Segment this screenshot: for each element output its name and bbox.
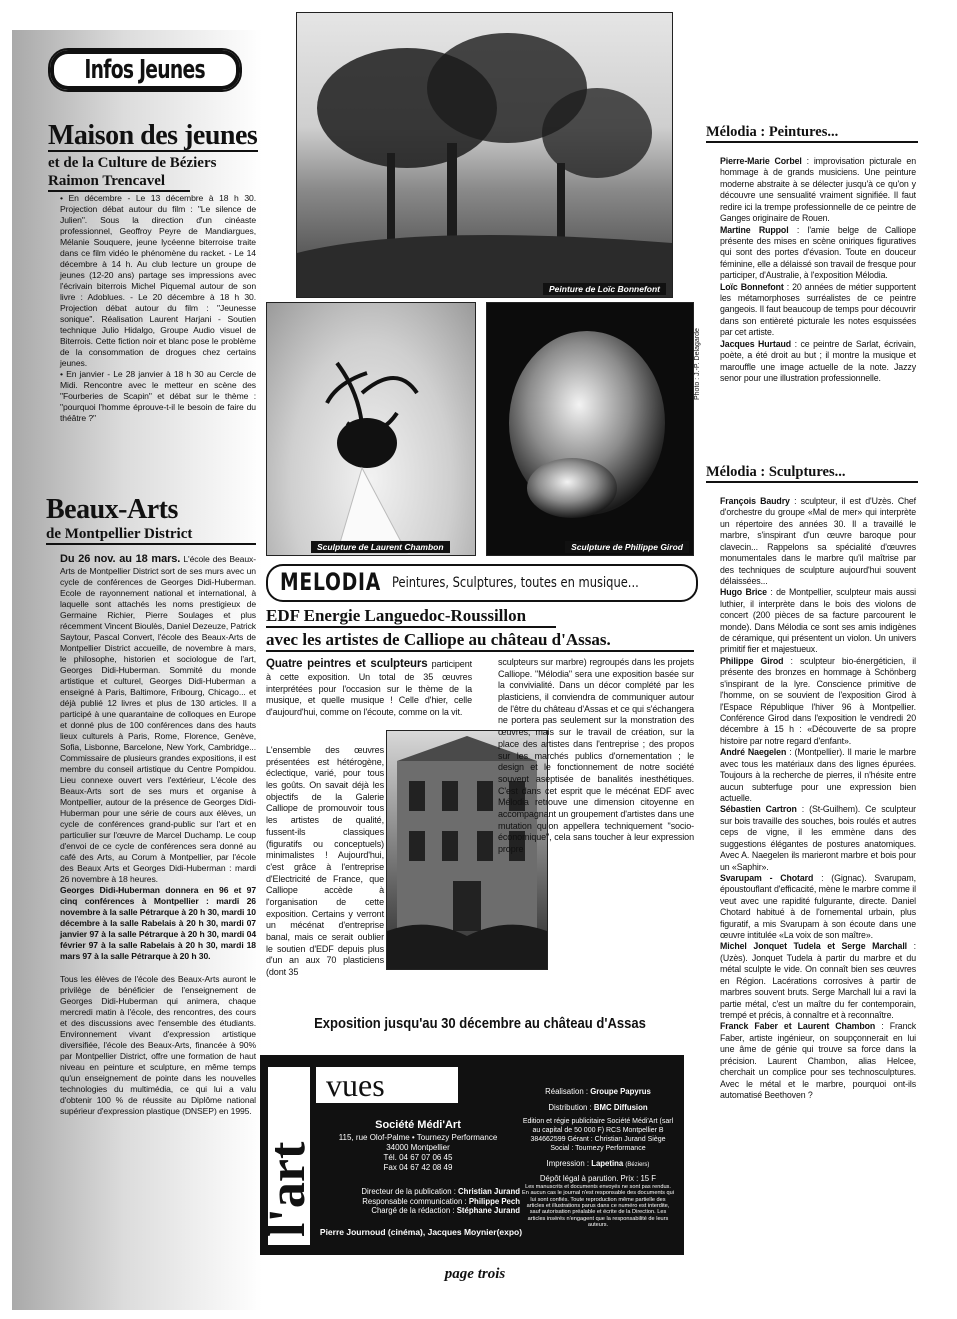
painting-drawing xyxy=(297,13,672,297)
sculpteur-text: : (Montpellier). Il marie le marbre avec tous les matériaux dans des lignes épurées. Toujours à la recherche de pierres, il n'hésite entre aucun subterfuge pour une expression bien actuelle. xyxy=(720,747,916,803)
artvues-director-label: Directeur de la publication : xyxy=(361,1187,456,1196)
artvues-distribution-label: Distribution : xyxy=(548,1102,592,1112)
beaux-subtitle: de Montpellier District xyxy=(46,526,256,545)
sculpteur-item xyxy=(720,1021,916,1101)
artvues-logo-art: l'art xyxy=(259,1141,316,1237)
beaux-article xyxy=(60,552,256,1117)
beaux-title: Beaux-Arts xyxy=(46,494,178,525)
sculpteur-text: : (Uzès). Jonquet Tudela à partir du marbre et du métal sculpte le vide. On connaît bien ses œuvres en Région. Lacérations corrosives à partir de marbres souvent bruts. Serge Marchall lui a ravi la partie métal, c'est un maître du fer contemporain, trempé et précis, à connaître et à reconnaître. xyxy=(720,941,916,1020)
sculpteur-name: Hugo Brice xyxy=(720,587,767,598)
melodia-col1-intro xyxy=(266,657,472,719)
artvues-distribution-name: BMC Diffusion xyxy=(593,1102,648,1112)
sculpteur-item xyxy=(720,873,916,942)
melodia-logo-wrap xyxy=(280,569,410,595)
sculpteur-name: André Naegelen xyxy=(720,747,787,758)
section-badge-label: Infos Jeunes xyxy=(84,55,206,85)
artvues-printer-label: Impression : xyxy=(546,1159,590,1169)
sculpteur-name: Sébastien Cartron xyxy=(720,804,797,815)
sculpteur-text: : (Gignac). Svarupam, époustouflant d'efficacité, mène le marbre comme il veut avec une rapidité fulgurante, directe. Daniel Chotard habitué à de l'ornemental urbain, plus figuratif, a mis Svarupam à son écoute dans une œuvre intitulée «La voix de son maître». xyxy=(720,872,916,941)
sculpture-chambon-image xyxy=(266,302,476,556)
artvues-realisation-name: Groupe Papyrus xyxy=(590,1087,651,1096)
melodia-col1-text: participent à cette exposition. Un total de 35 œuvres interprétées pour l'occasion sur le thème de la musique, et quelle musique ! Celle d'hier, celle d'aujourd'hui, comme on l'écoute, comme on la vit. xyxy=(266,659,473,717)
artvues-distribution xyxy=(522,1103,674,1113)
sculpteur-item xyxy=(720,656,916,747)
sculpteur-name: Franck Faber et Laurent Chambon xyxy=(720,1021,876,1032)
melodia-col2-text: sculpteurs sur marbre) regroupés dans les projets Calliope. "Mélodia" sera une exposition basée sur la convivialité. Dans un décor complété par les plasticiens, il conviendra de communiquer autour de l'être du château d'Assas et ce qui s'échangera ne portera pas seulement sur la monstration des œuvres, mais sur le travail de création, sur la place des artistes dans l'entreprise ; des propos sur les marchés publics d'ornementation ; le design et le fonctionnement de notre société souvent aseptisée de banalités inesthétiques. C'est dans cet esprit que le mécénat EDF avec Mélodia retrouve une dimension citoyenne en accompagnant un groupement d'artistes dans une mutation qu'on appellera techniquement "socio-économique", cela sans toucher à leur expression propre xyxy=(498,657,694,854)
peintre-text: : ce peintre de Sarlat, écrivain, poète, a été droit au but ; il montre la musique et marouffle une image actuelle de la note. Jazzy senor pour une illustration professionnelle. xyxy=(720,338,916,384)
artvues-communication-name: Philippe Pech xyxy=(468,1196,520,1206)
melodia-column-1b xyxy=(266,745,384,979)
beaux-closing: Tous les élèves de l'école des Beaux-Arts auront le privilège de bénéficier de l'enseignement de Georges Didi-Huberman qui animera, chaque mercredi matin à l'école, des rencontres, des cours et des discussions avec l'ensemble des étudiants. Environnement vivant d'expression artistique diversifiée, l'école des Beaux-Arts, financée à 90% par Montpellier District, offre une formation de haut niveau en peinture et sculpture, en même temps qu'un enseignement de pointe dans les nouvelles technologies du multimédia, ce qui lui a valu d'obtenir 100 % de réussite au Diplôme national supérieur d'expression plastique (DNSEP) en 1995. xyxy=(60,974,256,1117)
artvues-address-2: 34000 Montpellier xyxy=(386,1143,450,1152)
beaux-heading xyxy=(46,496,256,545)
artvues-masthead xyxy=(260,1055,684,1255)
peintre-name: Martine Ruppol xyxy=(720,224,789,235)
artvues-director-name: Christian Jurand xyxy=(458,1187,520,1196)
artvues-company-block xyxy=(320,1119,516,1173)
beaux-body-text: L'école des Beaux-Arts de Montpellier District sort de ses murs avec un cycle de conférences de Georges Didi-Huberman. Ecole de rayonnement national et international, à laquelle sont attachés les noms prestigieux de Germaine Richier, Pierre Soulages et plus récemment Vincent Bioulès, Daniel Dezeuze, Patrick Saytour, Pascal Convert, l'école des Beaux-Arts de Montpellier District accueille, de novembre à mars, le philosophe, historien et sociologue de l'art, Georges Didi-Huberman. Sommité du monde artistique et culturel, Georges Didi-Huberman a enseigné à Paris, Baltimore, Fribourg, Chicago... et déjà publié 12 livres et plus de 130 articles. Il a participé à une quarantaine de colloques en Europe et donné plus de 100 conférences dans des hauts lieux culturels à Paris, Rome, Florence, Genève, Sofia, Lisbonne, Barcelone, New York, Cambridge... Commissaire de plusieurs grandes expositions, il est membre du conseil artistique du Centre Pompidou. Lieu connexe ouvert vers l'extérieur, L'école des Beaux-Arts sort de ses murs et organise à Montpellier, autour de la présence de Georges Didi-Huberman pour une série de cours aux élèves, un cycle de conférences grand-public sur l'art et en particulier sur l'œuvre de Marcel Duchamp. Le coup d'envoi de ce cycle de conférences sera donné au café des Arts, au Corum à Montpellier, par l'école des Beaux Arts et Georges Didi-Huberman : mardi 26 novembre à 18 heures. xyxy=(60,554,257,885)
artvues-logo-art-box xyxy=(259,1067,316,1245)
artvues-redaction-name: Stéphane Jurand xyxy=(456,1206,520,1216)
sculpteur-item xyxy=(720,804,916,873)
sculpteur-text: : Franck Faber, artiste ingénieur, on soupçonnerait en lui une âme de génie qui trouve sa force dans la précision. Laurent Chambon, alias Helcee, cherchait un complice pour ses technosculptures. Avec le métal et le marbre, pourquoi ont-ils automatisé Beethoven ? xyxy=(720,1021,916,1100)
sculpture-girod-drawing xyxy=(487,303,693,555)
right-sculptures-heading xyxy=(706,464,918,483)
artvues-realisation xyxy=(522,1087,674,1097)
artvues-logo-vues: vues xyxy=(316,1067,458,1103)
melodia-logo: MELODIA xyxy=(280,568,382,596)
melodia-tagline: Peintures, Sculptures, toutes en musique... xyxy=(392,575,639,591)
sculpteur-text: : sculpteur, il est d'Uzès. Chef d'orchestre du groupe «Mal de mer» qui interprète un répertoire des années 30. Il a travaillé le marbre, s'inspirant d'un œuvre baroque pour clavecin... Rappelons sa spécialité d'œuvres monumentales dans le marbre qu'il maîtrise par des techniques de sculpture aujourd'hui souvent délaissées... xyxy=(720,496,916,586)
peintre-name: Loïc Bonnefont xyxy=(720,281,784,292)
photo-credit xyxy=(694,300,704,400)
sculpteur-text: : sculpteur bio-énergéticien, il présente des bronzes en hommage à Schönberg s'inspirant de la lyre. Conscience primitive de l'homme, on se souvient de l'exposition Girod à l'Espace République l'hiver 96 à Montpellier. Conférence Girod dans l'exposition le vendredi 20 décembre à 15 h : «Découverte de sa propre histoire par notre regard d'enfant». xyxy=(720,655,916,746)
peintre-text: : l'amie belge de Calliope présente des mises en scène oniriques figuratives qui sont des portes d'évasion. Toute en douceur féminine, elle a délaissé son travail de fresque pour participer, d'Australie, à l'exposition Mélodia. xyxy=(720,224,916,281)
sculpture-girod-caption: Sculpture de Philippe Girod xyxy=(565,541,689,553)
artvues-staff xyxy=(320,1187,520,1216)
sculptures-title: Mélodia : Sculptures... xyxy=(706,464,918,483)
artvues-company: Société Médi'Art xyxy=(375,1119,461,1131)
section-badge xyxy=(48,48,242,92)
artvues-tel: Tél. 04 67 07 06 45 xyxy=(383,1153,453,1162)
beaux-lead: Du 26 nov. au 18 mars. xyxy=(60,553,181,565)
artvues-depot: Dépôt légal à parution. Prix : 15 F xyxy=(539,1173,657,1183)
sculpteur-name: Svarupam - Chotard xyxy=(720,872,814,883)
melodia-expo-dates: Exposition jusqu'au 30 décembre au château d'Assas xyxy=(314,1016,646,1032)
sculpteur-text: : de Montpellier, sculpteur mais aussi luthier, il interprète dans le bois des violons de concert (200 pièces de sa facture parcourent le monde). Dans Mélodia ce sont ses amis indigènes de céramique, qui présentent un violon. Un univers primitif fier et majestueux. xyxy=(720,587,916,655)
sculpteur-item xyxy=(720,496,916,587)
beaux-dates: Georges Didi-Huberman donnera en 96 et 97 cinq conférences à Montpellier : mardi 26 novembre à la salle Pétrarque à 20 h 30, mardi 10 décembre à la salle Rabelais à 20 h 30, mardi 07 janvier 97 à la salle Pétrarque à 20 h 30, mardi 04 février 97 à la salle Rabelais à 20 h 30, mardi 18 mars 97 à la salle Pétrarque à 20 h 30. xyxy=(60,885,256,962)
artvues-printer-name: Lapetina xyxy=(591,1159,624,1169)
artvues-communication xyxy=(320,1197,520,1207)
painting-image xyxy=(296,12,673,298)
beaux-body xyxy=(60,552,256,885)
maison-title: Maison des jeunes xyxy=(48,120,258,151)
peintre-item xyxy=(720,225,916,282)
peintre-text: : improvisation picturale en hommage à de grands musiciens. Une peinture moderne abstraite à se délecter jusqu'à ce qu'on y découvre une sensualité vraiment signifiée. Il faut redire ici la trempe professionnelle de ce peintre de Ganges originaire de Rouen. xyxy=(720,156,916,224)
sculpteur-item xyxy=(720,941,916,1021)
sculpteur-name: François Baudry xyxy=(720,496,790,506)
peintre-name: Jacques Hurtaud xyxy=(720,338,792,349)
maison-paragraph-1: • En décembre - Le 13 décembre à 18 h 30. Projection débat autour du film : "Le silence de Julien". Sous la direction d'un cinéaste professionnel, Geoffroy Peyre de Mandiargues, Mélanie Souquere, jeune lycéenne biterroise traite dans ce film vidéo le phénomène du racket. - Le 14 décembre à 14 h. Au club lecture un groupe de jeunes (12-20 ans) partage ses impressions avec l'écrivain biterrois Michel Piquemal autour de son livre : Adoblues. - Le 20 décembre à 18 h 30. Projection débat autour du film : "Jeunesse sonique". Réalisation Laurent Harjani - Soutien technique Julio Hidalgo, Groupe Audio visuel de Biterrois. Cette fiction noir et blanc pose le problème de la consommation de drogues chez certains jeunes. xyxy=(60,193,256,368)
sculpture-chambon-caption: Sculpture de Laurent Chambon xyxy=(311,541,450,553)
artvues-contributors: Pierre Journoud (cinéma), Jacques Moynier(expo) xyxy=(319,1227,523,1237)
maison-subtitle-1: et de la Culture de Béziers xyxy=(48,155,217,171)
photo-credit-text: Photo : J.-P. Delagarde xyxy=(694,328,701,400)
artvues-fax: Fax 04 67 42 08 49 xyxy=(383,1163,453,1172)
peintre-text: : 20 années de métier supportent les métamorphoses surréalistes de ce peintre gangeois. Il faut beaucoup de temps pour découvrir dans son entièreté picturale les notes esquissées par cet artiste. xyxy=(720,281,916,338)
melodia-column-2 xyxy=(498,657,694,856)
melodia-col1-more: L'ensemble des œuvres présentées est hétérogène, éclectique, varié, pour tous les goûts. On savait déjà les objectifs de la Galerie Calliope de promouvoir tous les artistes de qualité, fussent-ils classiques (figuratifs ou conceptuels) minimalistes ! Aujourd'hui, c'est grâce à l'entreprise d'Electricité de France, que Calliope accède à l'organisation de cette exposition. Certains y verront un mécénat d'entreprise banal, mais ce serait oublier le soutien d'EDF depuis plus d'un an aux 70 plasticiens (dont 35 xyxy=(266,745,384,978)
peintre-item xyxy=(720,156,916,225)
sculpteur-item xyxy=(720,587,916,656)
page-footer: page trois xyxy=(444,1266,506,1282)
maison-article xyxy=(60,193,256,424)
artvues-address-1: 115, rue Olof-Palme • Tournezy Performance xyxy=(338,1133,498,1142)
peintures-title: Mélodia : Peintures... xyxy=(706,124,918,143)
peintures-list xyxy=(720,156,916,384)
melodia-headline-1: EDF Energie Languedoc-Roussillon xyxy=(266,606,556,628)
artvues-production xyxy=(522,1087,674,1229)
sculpture-girod-image xyxy=(486,302,694,556)
artvues-fineprint: Les manuscrits et documents envoyés ne sont pas rendus. En aucun cas le journal n'est responsable des documents qui lui sont confiés. Toute reproduction même partielle des articles et illustrations parus dans ce numéro est interdite, sauf autorisation préalable et écrite de la Direction. Les articles insérés n'engagent que la responsabilité de leurs auteurs. xyxy=(522,1183,674,1229)
sculptures-list xyxy=(720,496,916,1101)
melodia-col1-lead: Quatre peintres et sculpteurs xyxy=(266,658,428,670)
artvues-printer-city: (Béziers) xyxy=(625,1162,650,1169)
melodia-headline-2: avec les artistes de Calliope au château d'Assas. xyxy=(266,630,694,652)
artvues-director xyxy=(320,1187,520,1197)
peintre-item xyxy=(720,282,916,339)
artvues-communication-label: Responsable communication : xyxy=(362,1196,467,1206)
maison-subtitle-2: Raimon Trencavel xyxy=(48,173,190,192)
sculpteur-item xyxy=(720,747,916,804)
sculpteur-text: : (St-Guilhem). Ce sculpteur sur bois travaille des souches, bois roulés et autres ceps de vigne, il les emmène dans des suggestions élégantes de postures anatomiques. Avec A. Naegelen ils marieront marbre et bois pour un «Saphir». xyxy=(720,804,916,872)
artvues-printer xyxy=(522,1159,674,1170)
sculpture-chambon-drawing xyxy=(267,303,475,555)
maison-paragraph-2: • En janvier - Le 28 janvier à 18 h 30 au Cercle de Midi. Rencontre avec le metteur en scène des "Fourberies de Scapin" et débat sur le thème : "pourquoi l'homme éprouve-t-il le besoin de faire du théâtre ?" xyxy=(60,369,256,423)
maison-heading xyxy=(48,122,258,192)
artvues-legal: Edition et régie publicitaire Société Médi'Art (sarl au capital de 50 000 F) RCS Montpellier B 384662599 Gérant : Christian Jurand Siège Social : Tournezy Performance xyxy=(522,1118,674,1152)
sculpteur-name: Philippe Girod xyxy=(720,655,784,666)
peintre-item xyxy=(720,339,916,385)
melodia-headline xyxy=(266,606,694,652)
artvues-redaction xyxy=(320,1206,520,1216)
peintre-name: Pierre-Marie Corbel xyxy=(720,156,802,166)
painting-caption: Peinture de Loïc Bonnefont xyxy=(543,283,666,295)
artvues-redaction-label: Chargé de la rédaction : xyxy=(371,1206,455,1216)
melodia-banner xyxy=(266,564,698,602)
melodia-column-1 xyxy=(266,657,472,719)
right-peintures-heading xyxy=(706,124,918,143)
sculpteur-name: Michel Jonquet Tudela et Serge Marchall xyxy=(720,941,908,952)
artvues-realisation-label: Réalisation : xyxy=(545,1087,589,1096)
